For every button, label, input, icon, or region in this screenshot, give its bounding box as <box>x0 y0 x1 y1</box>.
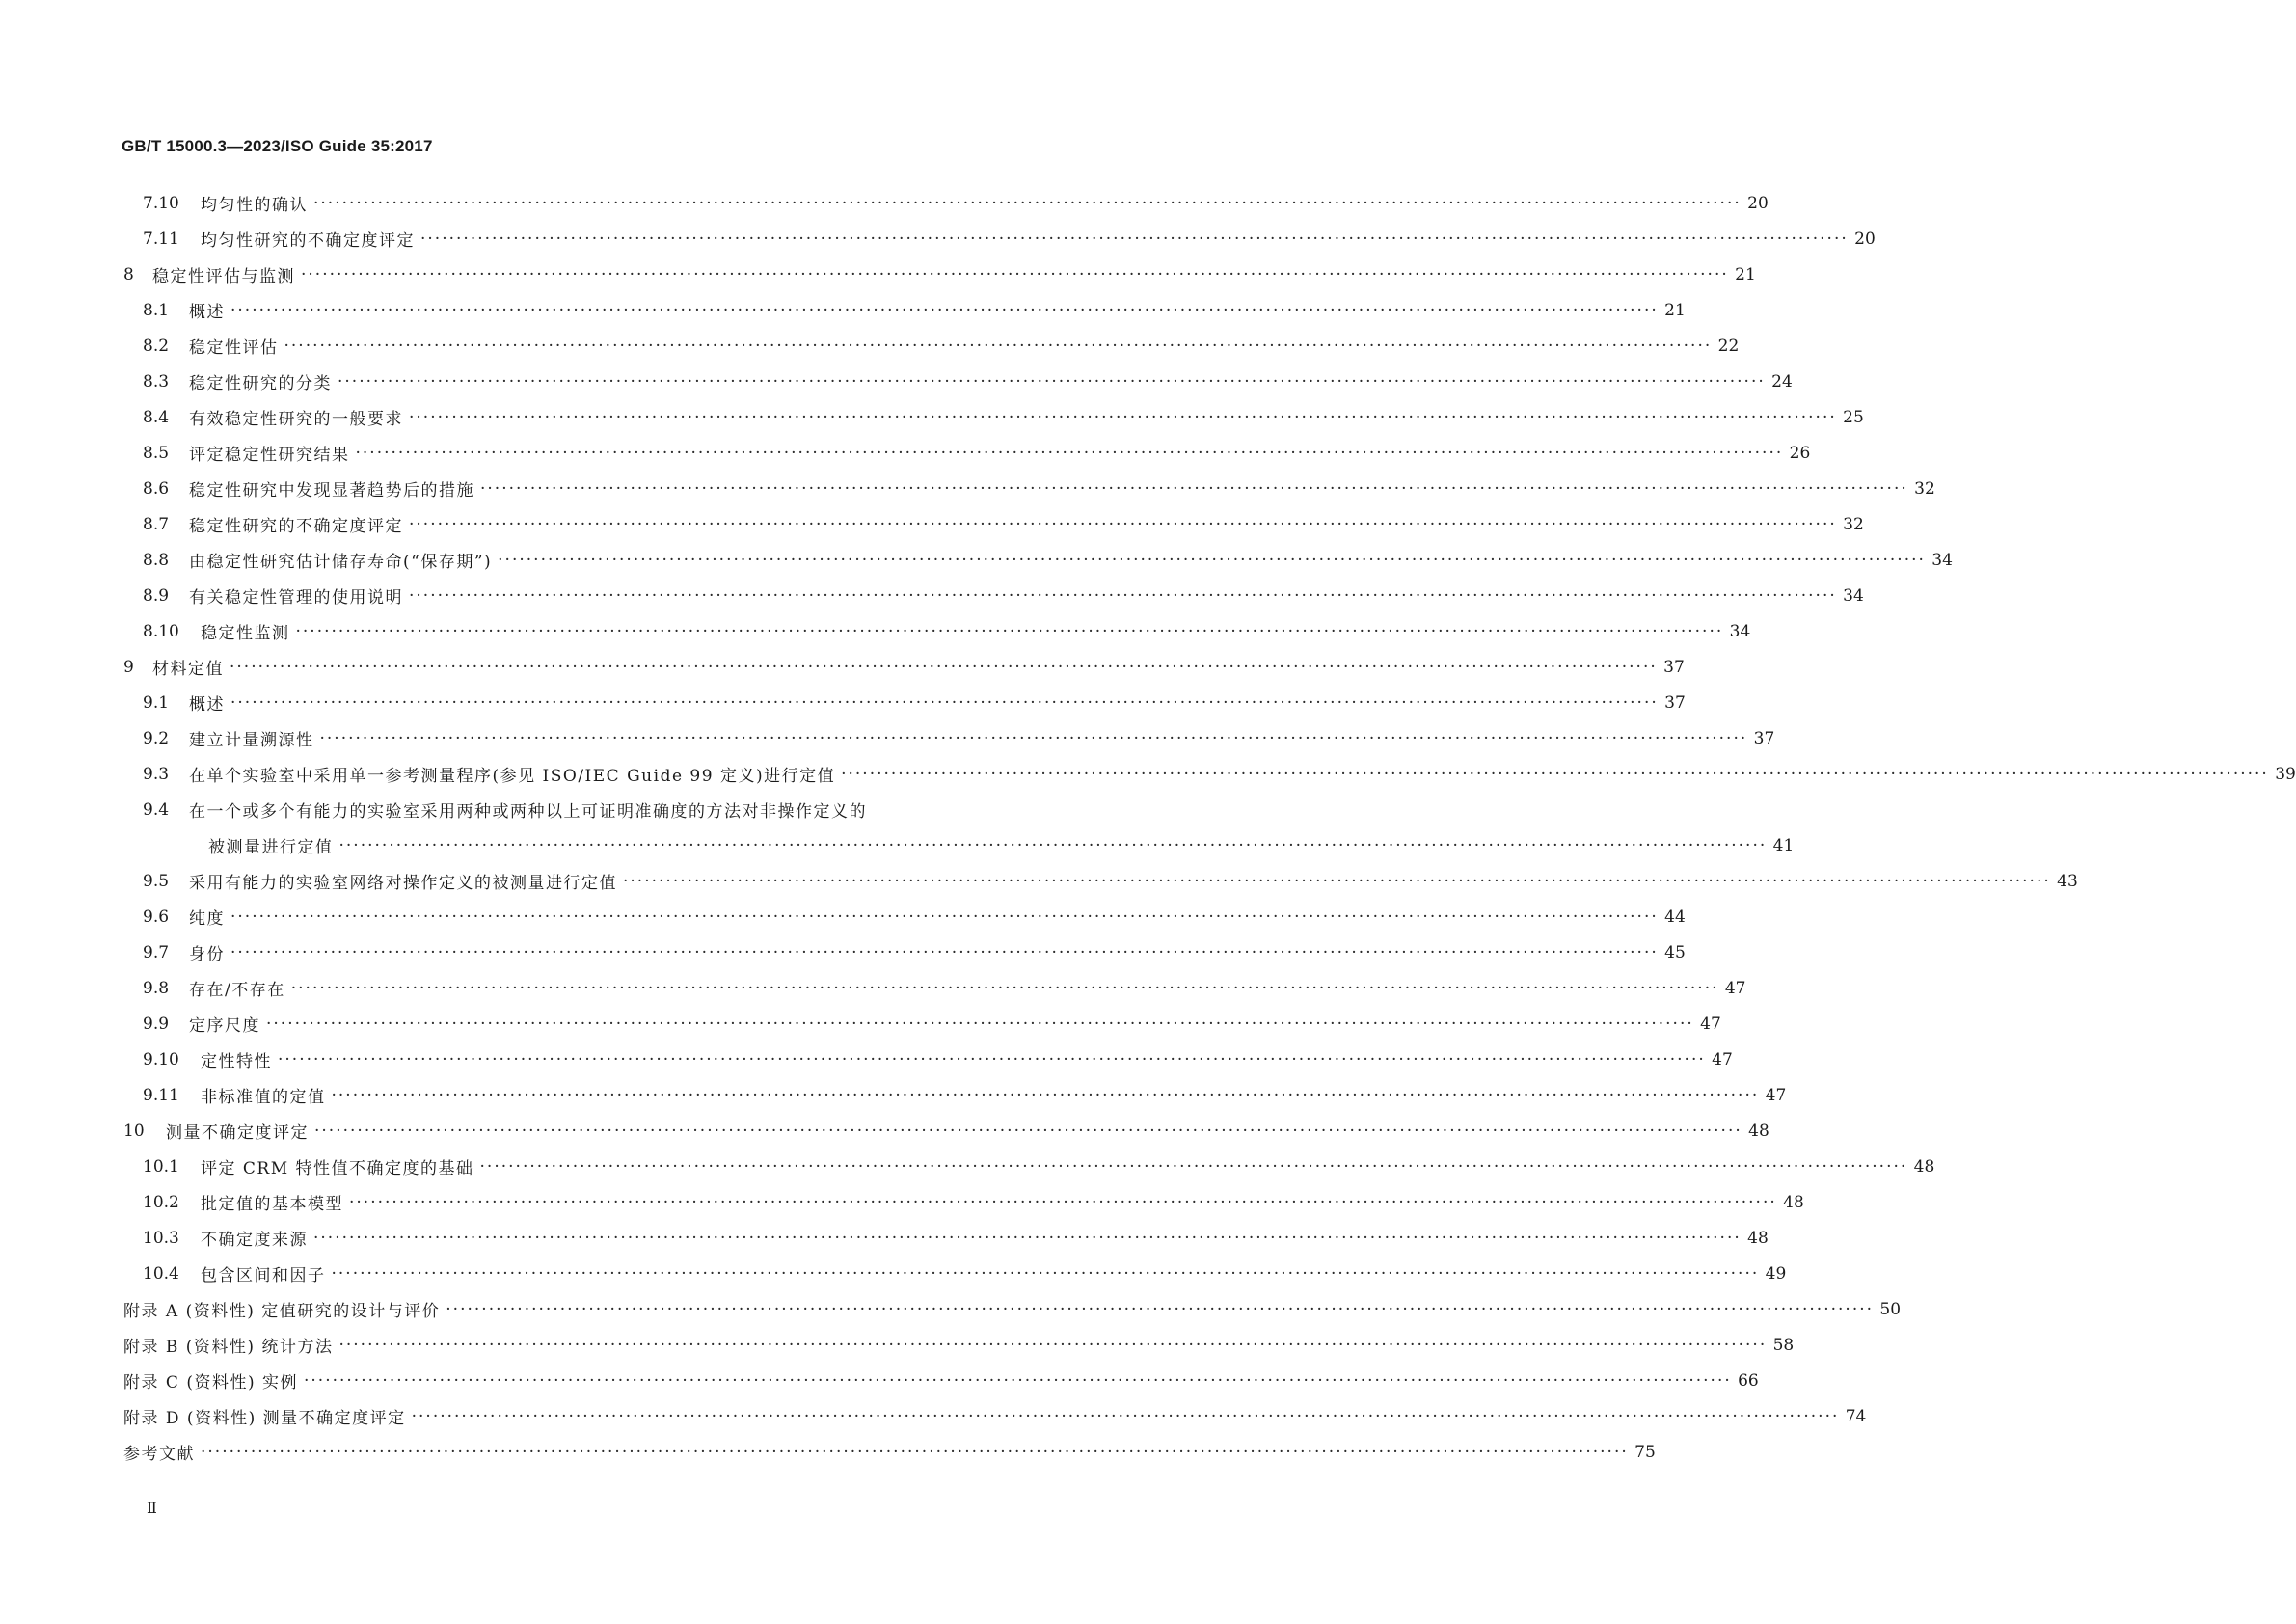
toc-entry-title: 包含区间和因子 <box>201 1266 326 1286</box>
toc-entry-number: 10.3 <box>143 1228 179 1248</box>
toc-entry-page: 58 <box>1772 1335 1795 1355</box>
toc-entry-page: 34 <box>1729 621 1751 641</box>
toc-entry[interactable] <box>123 1327 1795 1363</box>
toc-entry-page: 20 <box>1854 229 1876 249</box>
toc-entry-title-continued: 被测量进行定值 <box>208 838 334 857</box>
toc-entry[interactable] <box>123 257 1756 292</box>
toc-leader-dots: ········································································································································································································ <box>349 1192 1777 1212</box>
toc-entry-title: 定性特性 <box>201 1052 272 1071</box>
toc-entry-page: 47 <box>1765 1085 1787 1105</box>
toc-entry[interactable] <box>123 364 1793 399</box>
toc-entry-number: 7.10 <box>143 193 179 213</box>
toc-entry-title: 有效稳定性研究的一般要求 <box>189 410 403 429</box>
page-number-footer: Ⅱ <box>147 1499 157 1517</box>
toc-entry-number: 8.4 <box>143 407 170 427</box>
toc-entry-number: 8 <box>123 264 134 284</box>
toc-entry-page: 37 <box>1663 657 1685 677</box>
toc-entry-number: 8.2 <box>143 336 170 356</box>
toc-entry-page: 39 <box>2275 764 2296 784</box>
toc-entry-page: 47 <box>1712 1049 1733 1069</box>
toc-entry[interactable] <box>123 542 1953 578</box>
toc-entry-title: 由稳定性研究估计储存寿命(“保存期”) <box>189 553 493 572</box>
toc-entry-number: 8.1 <box>143 300 170 320</box>
toc-entry[interactable] <box>123 435 1811 471</box>
toc-leader-dots: ········································································································································································································ <box>313 193 1742 213</box>
toc-entry-page: 25 <box>1843 407 1864 427</box>
toc-leader-dots: ········································································································································································································ <box>266 1014 1694 1034</box>
toc-entry-page: 24 <box>1771 371 1793 392</box>
toc-entry[interactable] <box>123 1042 1733 1077</box>
toc-entry-page: 48 <box>1747 1228 1769 1248</box>
toc-entry[interactable] <box>123 578 1864 613</box>
toc-leader-dots: ········································································································································································································ <box>331 1085 1760 1105</box>
toc-entry-number: 10.1 <box>143 1156 179 1177</box>
toc-entry-number: 9.11 <box>143 1085 179 1105</box>
toc-leader-dots: ········································································································································································································ <box>295 621 1724 641</box>
toc-entry[interactable] <box>123 970 1746 1006</box>
toc-entry[interactable] <box>123 756 2296 792</box>
toc-entry-title: 概述 <box>189 303 225 322</box>
toc-entry-number: 10.2 <box>143 1192 179 1212</box>
toc-leader-dots: ········································································································································································································ <box>314 1121 1742 1141</box>
toc-entry-title: 附录 A (资料性) 定值研究的设计与评价 <box>123 1302 441 1321</box>
toc-entry-page: 26 <box>1789 443 1811 463</box>
toc-entry-title: 参考文献 <box>123 1445 195 1464</box>
toc-leader-dots: ········································································································································································································ <box>313 1228 1742 1248</box>
toc-leader-dots: ········································································································································································································ <box>338 371 1766 392</box>
toc-leader-dots: ········································································································································································································ <box>479 1156 1908 1177</box>
toc-entry-title: 稳定性监测 <box>201 624 290 643</box>
toc-entry-page: 48 <box>1913 1156 1935 1177</box>
toc-entry-title: 有关稳定性管理的使用说明 <box>189 588 403 608</box>
toc-leader-dots: ········································································································································································································ <box>201 1442 1629 1462</box>
toc-entry-number: 9.2 <box>143 728 170 748</box>
toc-entry-number: 9 <box>123 657 134 677</box>
toc-leader-dots: ········································································································································································································ <box>278 1049 1706 1069</box>
toc-entry-page: 22 <box>1717 336 1740 356</box>
toc-entry[interactable] <box>123 399 1864 435</box>
toc-entry[interactable] <box>123 1434 1656 1470</box>
toc-entry-number: 9.5 <box>143 871 170 891</box>
toc-leader-dots: ········································································································································································································ <box>230 300 1659 320</box>
toc-entry-number: 9.8 <box>143 978 170 998</box>
toc-entry[interactable] <box>123 328 1740 364</box>
toc-entry-number: 8.7 <box>143 514 170 534</box>
toc-entry[interactable] <box>123 1184 1804 1220</box>
toc-entry-title: 附录 C (资料性) 实例 <box>123 1373 298 1393</box>
toc-entry-title: 测量不确定度评定 <box>166 1123 309 1143</box>
toc-entry-number: 9.4 <box>143 799 170 820</box>
toc-leader-dots: ········································································································································································································ <box>841 764 2269 784</box>
toc-entry-title: 材料定值 <box>152 660 224 679</box>
toc-entry-page: 21 <box>1735 264 1756 284</box>
toc-entry[interactable] <box>123 863 2078 899</box>
toc-entry-title: 在单个实验室中采用单一参考测量程序(参见 ISO/IEC Guide 99 定义)进行定值 <box>189 767 836 786</box>
toc-entry-page: 34 <box>1843 585 1864 606</box>
toc-entry-title: 均匀性研究的不确定度评定 <box>201 231 415 251</box>
toc-entry-page: 47 <box>1700 1014 1721 1034</box>
toc-entry[interactable] <box>123 185 1769 221</box>
toc-entry-number: 7.11 <box>143 229 179 249</box>
toc-entry[interactable] <box>123 1398 1867 1434</box>
toc-entry-page: 41 <box>1772 835 1795 855</box>
toc-entry[interactable] <box>123 649 1685 685</box>
toc-entry-page: 34 <box>1931 550 1953 570</box>
toc-entry-page: 45 <box>1664 942 1686 962</box>
toc-entry-number: 10 <box>123 1121 145 1141</box>
toc-entry-number: 8.9 <box>143 585 170 606</box>
toc-leader-dots: ········································································································································································································ <box>411 1406 1840 1426</box>
toc-entry[interactable] <box>123 1149 1935 1184</box>
toc-entry[interactable] <box>123 1113 1769 1149</box>
toc-entry-title: 稳定性研究的分类 <box>189 374 332 393</box>
toc-entry-title: 定序尺度 <box>189 1016 260 1036</box>
toc-entry-title: 非标准值的定值 <box>201 1088 326 1107</box>
toc-entry-page: 50 <box>1879 1299 1902 1319</box>
toc-leader-dots: ········································································································································································································ <box>331 1263 1760 1284</box>
toc-leader-dots: ········································································································································································································ <box>230 907 1659 927</box>
toc-entry-page: 43 <box>2057 871 2078 891</box>
toc-entry-number: 9.6 <box>143 907 170 927</box>
toc-entry-title: 批定值的基本模型 <box>201 1195 343 1214</box>
toc-leader-dots: ········································································································································································································ <box>230 657 1658 677</box>
toc-entry-title: 建立计量溯源性 <box>189 731 314 750</box>
toc-leader-dots: ········································································································································································································ <box>498 550 1926 570</box>
toc-entry[interactable] <box>123 471 1935 506</box>
toc-entry-number: 9.10 <box>143 1049 179 1069</box>
toc-entry[interactable] <box>123 685 1686 720</box>
toc-entry[interactable] <box>123 1006 1721 1042</box>
toc-leader-dots: ········································································································································································································ <box>338 1335 1768 1355</box>
toc-entry-page: 49 <box>1765 1263 1787 1284</box>
toc-entry-title: 稳定性研究中发现显著趋势后的措施 <box>189 481 474 501</box>
toc-entry[interactable] <box>123 792 1795 863</box>
table-of-contents <box>123 185 2296 1470</box>
toc-entry-title: 纯度 <box>189 909 225 929</box>
toc-entry[interactable] <box>123 934 1686 970</box>
toc-entry-page: 48 <box>1783 1192 1804 1212</box>
toc-leader-dots: ········································································································································································································ <box>446 1299 1875 1319</box>
toc-entry-page: 66 <box>1738 1370 1759 1391</box>
toc-entry-number: 8.3 <box>143 371 170 392</box>
toc-entry-title: 在一个或多个有能力的实验室采用两种或两种以上可证明准确度的方法对非操作定义的 <box>189 802 867 822</box>
toc-entry[interactable] <box>123 899 1686 934</box>
toc-entry-number: 8.5 <box>143 443 170 463</box>
toc-entry-title: 概述 <box>189 695 225 715</box>
toc-entry[interactable] <box>123 720 1775 756</box>
toc-leader-dots: ········································································································································································································ <box>480 478 1908 499</box>
toc-entry-page: 37 <box>1664 692 1686 713</box>
toc-leader-dots: ········································································································································································································ <box>338 835 1768 855</box>
toc-entry-title: 存在/不存在 <box>189 981 285 1000</box>
toc-leader-dots: ········································································································································································································ <box>355 443 1784 463</box>
toc-entry-title: 稳定性评估 <box>189 338 279 358</box>
toc-entry-page: 48 <box>1748 1121 1769 1141</box>
toc-leader-dots: ········································································································································································································ <box>303 1370 1732 1391</box>
toc-leader-dots: ········································································································································································································ <box>409 585 1837 606</box>
toc-entry[interactable] <box>123 1220 1769 1256</box>
toc-leader-dots: ········································································································································································································ <box>284 336 1713 356</box>
toc-entry-number: 9.7 <box>143 942 170 962</box>
toc-leader-dots: ········································································································································································································ <box>301 264 1729 284</box>
toc-entry-number: 8.10 <box>143 621 179 641</box>
toc-entry[interactable] <box>123 1077 1787 1113</box>
document-header: GB/T 15000.3—2023/ISO Guide 35:2017 <box>122 137 433 155</box>
toc-leader-dots: ········································································································································································································ <box>319 728 1748 748</box>
toc-entry-page: 44 <box>1664 907 1686 927</box>
toc-entry-page: 47 <box>1724 978 1746 998</box>
toc-entry-number: 9.9 <box>143 1014 170 1034</box>
toc-entry-number: 9.3 <box>143 764 170 784</box>
toc-entry-number: 8.6 <box>143 478 170 499</box>
toc-entry-title: 不确定度来源 <box>201 1231 308 1250</box>
toc-leader-dots: ········································································································································································································ <box>290 978 1719 998</box>
toc-entry[interactable] <box>123 292 1686 328</box>
toc-entry-title: 评定 CRM 特性值不确定度的基础 <box>201 1159 474 1178</box>
toc-entry-number: 9.1 <box>143 692 170 713</box>
toc-leader-dots: ········································································································································································································ <box>623 871 2051 891</box>
toc-entry[interactable] <box>123 1291 1902 1327</box>
toc-entry[interactable] <box>123 506 1864 542</box>
toc-entry[interactable] <box>123 1363 1759 1398</box>
toc-entry-title: 采用有能力的实验室网络对操作定义的被测量进行定值 <box>189 874 617 893</box>
toc-entry-title: 评定稳定性研究结果 <box>189 446 350 465</box>
toc-leader-dots: ········································································································································································································ <box>230 692 1659 713</box>
toc-entry[interactable] <box>123 221 1876 257</box>
toc-entry[interactable] <box>123 1256 1787 1291</box>
toc-entry[interactable] <box>123 613 1751 649</box>
toc-entry-page: 32 <box>1843 514 1864 534</box>
toc-entry-title: 附录 B (资料性) 统计方法 <box>123 1338 334 1357</box>
toc-entry-number: 8.8 <box>143 550 170 570</box>
toc-entry-number: 10.4 <box>143 1263 179 1284</box>
toc-entry-title: 附录 D (资料性) 测量不确定度评定 <box>123 1409 406 1428</box>
toc-entry-page: 20 <box>1747 193 1769 213</box>
toc-entry-page: 37 <box>1753 728 1775 748</box>
toc-entry-page: 21 <box>1664 300 1686 320</box>
toc-entry-page: 74 <box>1845 1406 1867 1426</box>
toc-entry-page: 75 <box>1634 1442 1656 1462</box>
toc-entry-title: 稳定性研究的不确定度评定 <box>189 517 403 536</box>
toc-leader-dots: ········································································································································································································ <box>409 407 1837 427</box>
toc-leader-dots: ········································································································································································································ <box>409 514 1837 534</box>
toc-entry-title: 身份 <box>189 945 225 964</box>
toc-entry-page: 32 <box>1914 478 1935 499</box>
toc-entry-title: 稳定性评估与监测 <box>152 267 295 286</box>
toc-entry-title: 均匀性的确认 <box>201 196 308 215</box>
toc-leader-dots: ········································································································································································································ <box>420 229 1849 249</box>
toc-leader-dots: ········································································································································································································ <box>230 942 1659 962</box>
